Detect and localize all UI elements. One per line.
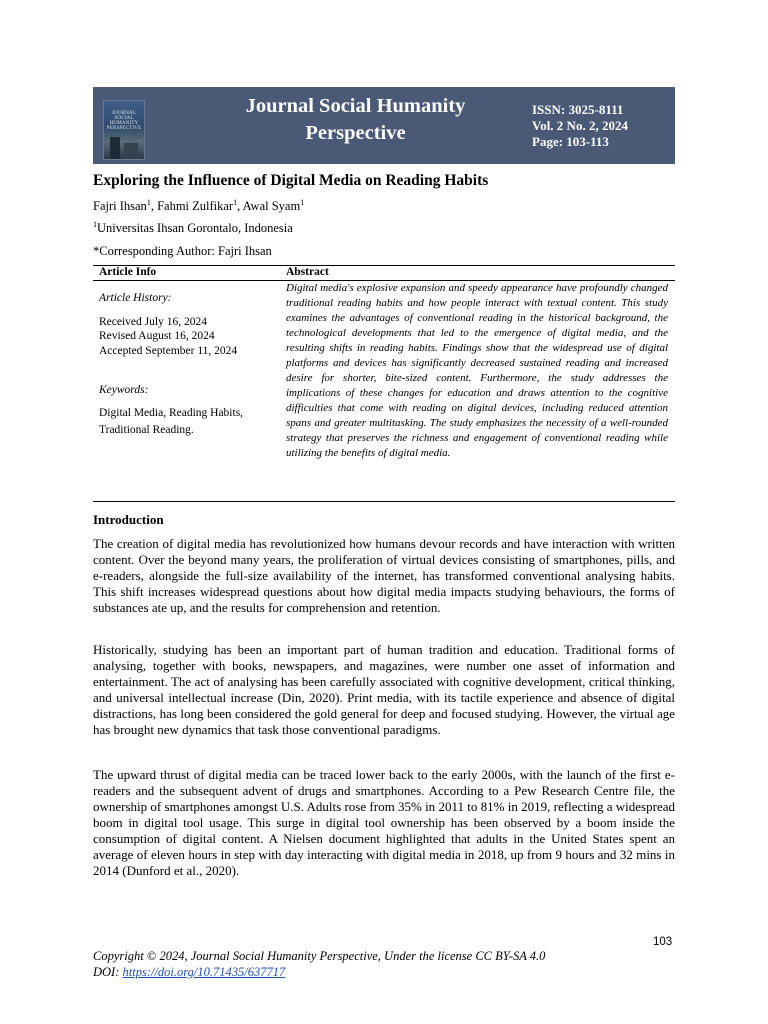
doi-link[interactable]: https://doi.org/10.71435/637717: [122, 965, 286, 979]
keywords-line-1: Digital Media, Reading Habits,: [99, 407, 244, 419]
received-date: Received July 16, 2024: [99, 316, 207, 328]
page-number: 103: [653, 936, 673, 948]
body-paragraph-2: Historically, studying has been an important part of human tradition and education. Traditional forms of analysing, together with books, newspapers, and magazines, were number one asset of information and entertainment. The act of analysing has been carefully associated with cognitive development, critical thinking, and universal intellectual increase (Din, 2020). Print media, with its tactile experience and absence of digital distractions, has long been considered the gold general for deep and focused studying. However, the virtual age has brought new dynamics that task those conventional paradigms.: [93, 642, 675, 737]
abstract-heading: Abstract: [286, 266, 329, 278]
affiliation: $^1$Universitas Ihsan Gorontalo, Indonesia: [93, 219, 293, 235]
journal-cover-thumbnail: [103, 100, 145, 160]
article-info-heading: Article Info: [99, 266, 157, 278]
divider-bottom: [93, 501, 675, 502]
journal-meta: [532, 102, 628, 150]
pages: Page: 103-113: [532, 134, 609, 149]
doi-label: DOI:: [93, 965, 123, 979]
issn: ISSN: 3025-8111: [532, 102, 624, 117]
article-history-label: Article History:: [99, 292, 172, 304]
copyright-notice: Copyright © 2024, Journal Social Humanity Perspective, Under the license CC BY-SA 4.0: [93, 949, 546, 963]
divider-top: [93, 265, 675, 266]
revised-date: Revised August 16, 2024: [99, 330, 215, 342]
doi-line: [93, 965, 285, 980]
volume: Vol. 2 No. 2, 2024: [532, 118, 628, 133]
body-paragraph-1: The creation of digital media has revolutionized how humans devour records and have interaction with written content. Over the beyond many years, the proliferation of virtual devices consisting of smartphones, pills, and e-readers, alongside the full-size availability of the internet, has transformed conventional analysing habits. This shift increases widespread questions about how digital media impacts studying behaviours, the forms of substances ate up, and the results for comprehension and retention.: [93, 536, 675, 615]
paper-title: Exploring the Influence of Digital Media on Reading Habits: [93, 172, 489, 189]
keywords-label: Keywords:: [99, 384, 149, 396]
section-heading-introduction: Introduction: [93, 512, 164, 527]
journal-header-banner: [93, 87, 675, 164]
author-list: Fajri Ihsan$^1$, Fahmi Zulfikar$^1$, Awal Syam$^1$: [93, 197, 305, 213]
abstract-text: Digital media's explosive expansion and speedy appearance have profoundly changed traditional reading habits and how people interact with textual content. This study examines the advantages of conventional reading in the historical background, the technological developments that led to the emergence of digital media, and the resulting shifts in reading habits. Findings show that the widespread use of digital platforms and devices has significantly decreased sustained reading and increased desire for shorter, bite-sized content. Furthermore, the study addresses the implications of these changes for education and draws attention to the cognitive difficulties that come with reading on digital devices, including reduced attention spans and greater multitasking. The study emphasizes the necessity of a well-rounded strategy that preserves the richness and engagement of conventional reading while utilizing the benefits of digital media.: [286, 282, 668, 459]
corresponding-author: *Corresponding Author: Fajri Ihsan: [93, 244, 272, 258]
journal-title: Journal Social Humanity Perspective: [245, 95, 466, 144]
body-paragraph-3: The upward thrust of digital media can be traced lower back to the early 2000s, with the launch of the first e-readers and the subsequent advent of drugs and smartphones. According to a Pew Research Centre file, the ownership of smartphones amongst U.S. Adults rose from 35% in 2011 to 81% in 2019, reflecting a widespread boom in digital tool usage. This surge in digital tool ownership has been observed by a boom inside the consumption of digital content. A Nielsen document highlighted that adults in the United States spent an average of eleven hours in step with day interacting with digital media in 2018, up from 9 hours and 32 mins in 2014 (Dunford et al., 2020).: [93, 767, 675, 878]
accepted-date: Accepted September 11, 2024: [99, 345, 238, 357]
cover-title-text: JOURNAL SOCIAL HUMANITY PERSPECTIVE: [106, 111, 142, 131]
keywords-line-2: Traditional Reading.: [99, 424, 194, 436]
